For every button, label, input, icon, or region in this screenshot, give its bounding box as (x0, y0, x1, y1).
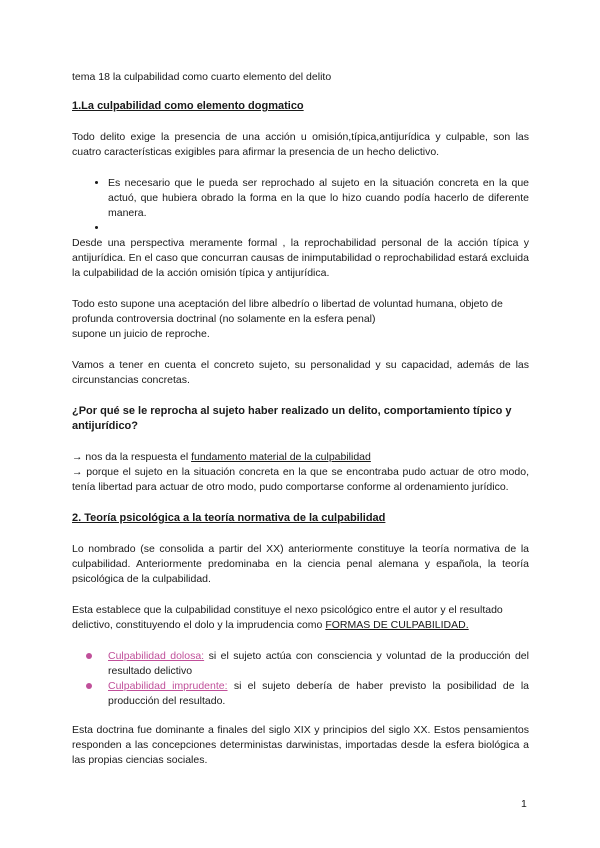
section1-arrows (72, 450, 529, 495)
fundamento-material-link: fundamento material de la culpabilidad (191, 451, 371, 463)
section1-para3b: supone un juicio de reproche. (72, 328, 210, 340)
section2-bullet-dolosa (108, 649, 529, 679)
section1-question: ¿Por qué se le reprocha al sujeto haber realizado un delito, comportamiento típico y antijurídico? (72, 405, 512, 432)
document-title: tema 18 la culpabilidad como cuarto elemento del delito (72, 71, 332, 83)
section2-para3: Esta doctrina fue dominante a finales del siglo XIX y principios del siglo XX. Estos pensamientos responden a las concepciones deterministas darwinistas, importadas desde la esfera biológica a las propias ciencias sociales. (72, 724, 529, 766)
section1-para4: Vamos a tener en cuenta el concreto sujeto, su personalidad y su capacidad, además de las circunstancias concretas. (72, 359, 529, 386)
section2-bullet-imprudente (108, 679, 529, 709)
section1-bullet-1: • Es necesario que le pueda ser reprochado al sujeto en la situación concreta en la que actuó, que hubiera obrado la forma en la que lo hizo cuando podía hacerlo de diferente manera. (108, 176, 529, 221)
section1-bullet-empty (108, 221, 529, 236)
bullet-dot-icon (86, 683, 92, 689)
document-page (72, 70, 529, 784)
culpabilidad-imprudente-text: si el sujeto debería de haber previsto la posibilidad de la producción del resultado. (108, 680, 530, 707)
section1-para3 (72, 297, 529, 342)
section2-para2 (72, 603, 529, 633)
culpabilidad-dolosa-text: si el sujeto actúa con consciencia y voluntad de la producción del resultado delictivo (108, 650, 529, 677)
bullet-dot-icon (86, 653, 92, 659)
culpabilidad-dolosa-term: Culpabilidad dolosa: (108, 650, 205, 662)
section2-para1: Lo nombrado (se consolida a partir del XX) anteriormente constituye la teoría normativa de la culpabilidad. Anteriormente predominaba en la ciencia penal alemana y española, la teoría psicológica de la culpabilidad. (72, 543, 529, 585)
section2-heading: 2. Teoría psicológica a la teoría normativa de la culpabilidad (72, 512, 386, 524)
page-number: 1 (521, 798, 527, 810)
section2-para2-prefix: Esta establece que la culpabilidad constituye el nexo psicológico entre el autor y el resultado delictivo, constituyendo el dolo y la imprudencia como (72, 604, 503, 631)
section1-para3a: Todo esto supone una aceptación del libre albedrío o libertad de voluntad humana, objeto de profunda controversia doctrinal (no solamente en la esfera penal) (72, 298, 503, 325)
section1-para2: Desde una perspectiva meramente formal , la reprochabilidad personal de la acción típica y antijurídica. En el caso que concurran causas de inimputabilidad o reprochabilidad estará excluida la culpabilidad de la acción omisión típica y antijurídica. (72, 237, 529, 279)
culpabilidad-imprudente-term: Culpabilidad imprudente: (108, 680, 228, 692)
section1-bullet-list (72, 176, 529, 236)
formas-culpabilidad-text: FORMAS DE CULPABILIDAD. (325, 619, 469, 631)
section1-intro: Todo delito exige la presencia de una acción u omisión,típica,antijurídica y culpable, son las cuatro características exigibles para afirmar la presencia de un hecho delictivo. (72, 131, 529, 158)
arrow-line-2: → porque el sujeto en la situación concreta en la que se encontraba pudo actuar de otro modo, tenía libertad para actuar de otro modo, pudo comportarse conforme al ordenamiento jurídico. (72, 466, 529, 493)
arrow-line-1-prefix: → nos da la respuesta el (72, 451, 192, 463)
arrow-line-1 (72, 450, 529, 465)
section1-heading: 1.La culpabilidad como elemento dogmatico (72, 100, 304, 112)
section2-bullet-list (72, 649, 529, 709)
